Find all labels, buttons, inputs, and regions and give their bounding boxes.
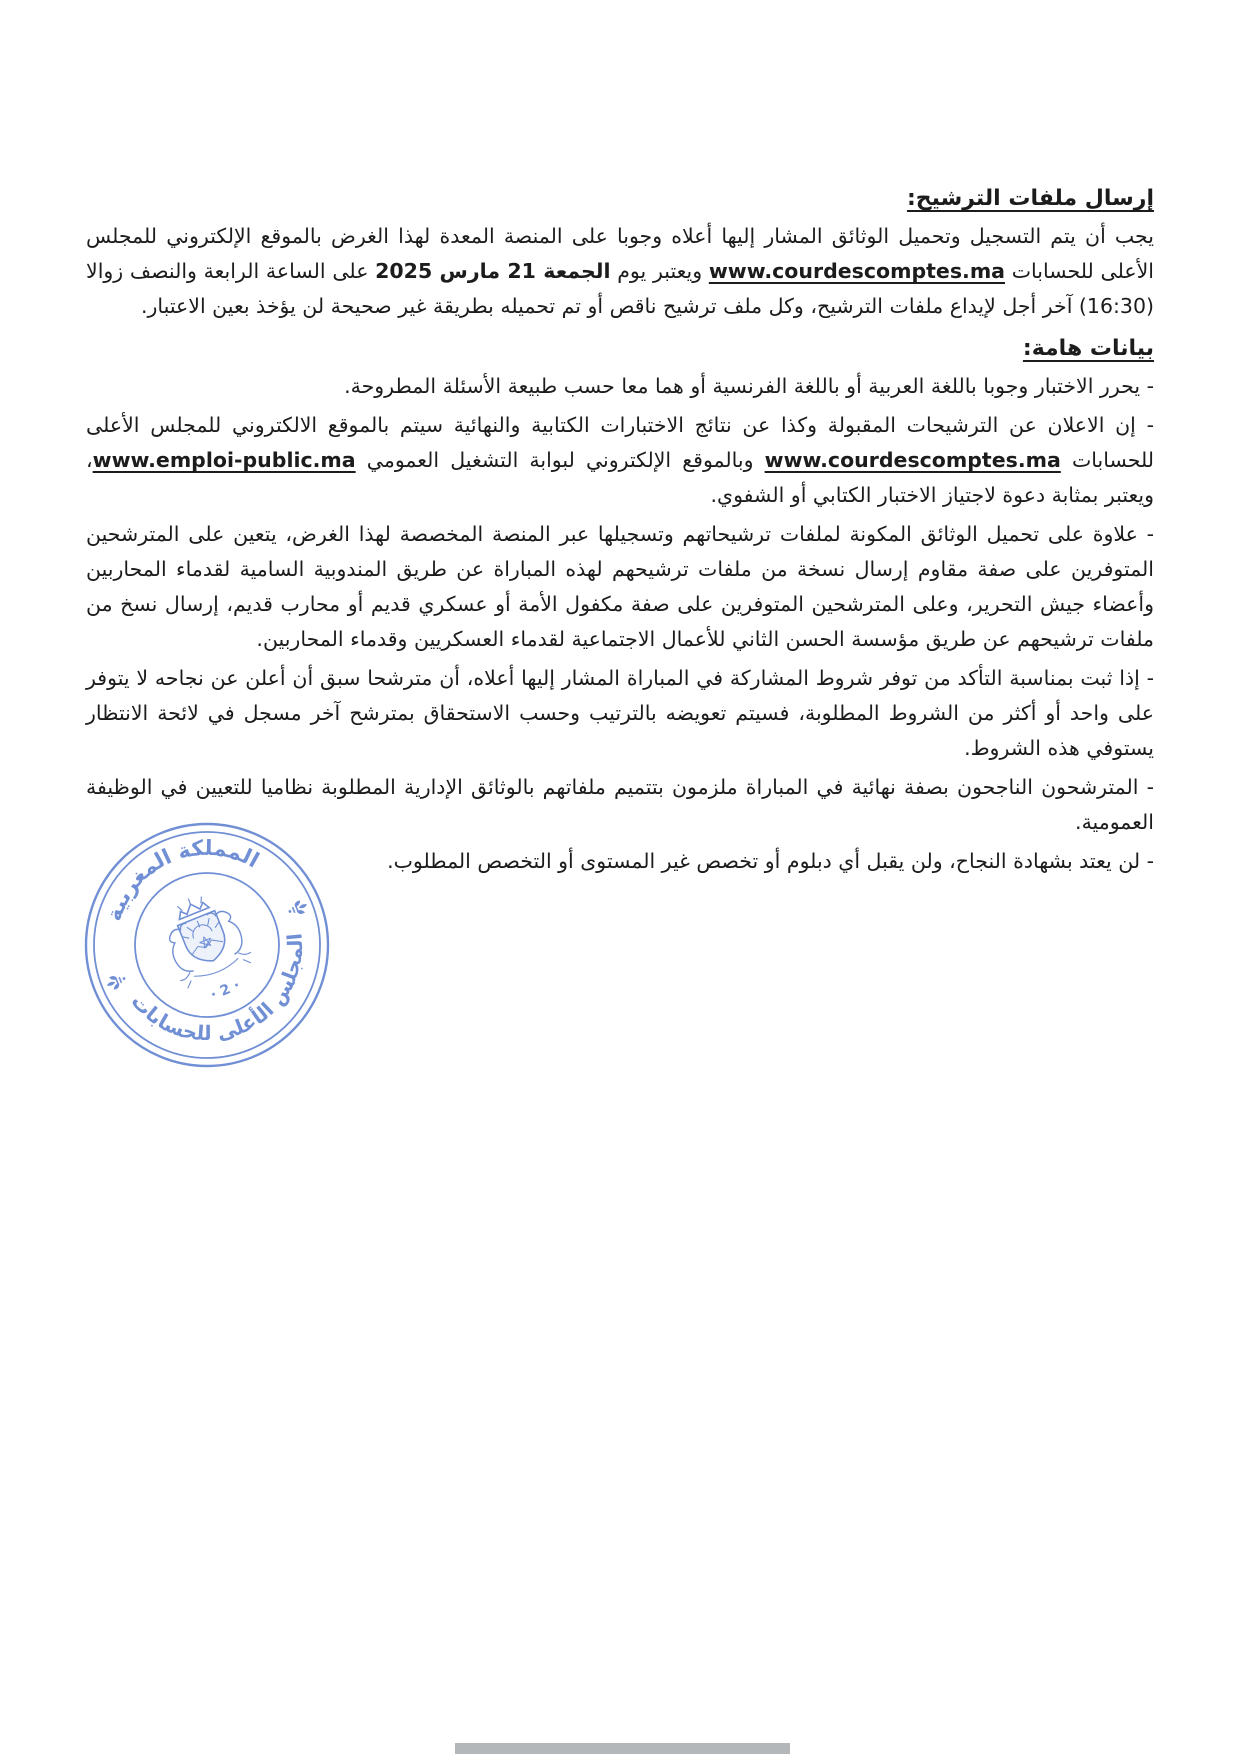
stamp-number: · 2 · [208,977,243,1004]
submission-paragraph [86,219,1154,324]
stamp-bottom-text: المجلس الأعلى للحسابات [126,932,308,1046]
section-heading-notes: بيانات هامة: [1022,336,1154,361]
section-heading-submission: إرسال ملفات الترشيح: [906,186,1154,211]
submission-text-3: على الساعة الرابعة والنصف زوالا (16:30) آخر أجل لإيداع ملفات الترشيح، وكل ملف ترشيح ناقص أو تم تحميله بطريقة غير صحيحة لن يؤخذ بعين الاعتبار. [86,259,1154,318]
fleur-icon-left [104,972,128,992]
submission-text-1: يجب أن يتم التسجيل وتحميل الوثائق المشار إليها أعلاه وجوبا على المنصة المعدة لهذا الغرض بالموقع الإلكتروني للمجلس الأعلى للحسابات [86,224,1154,283]
note-veterans-copies: - علاوة على تحميل الوثائق المكونة لملفات ترشيحاتهم وتسجيلها عبر المنصة المخصصة لهذا الغرض، يتعين على المترشحين المتوفرين على صفة مقاوم إرسال نسخة من ملفات ترشيحهم لهذه المباراة عن طريق المندوبية السامية لقدماء المحاربين وأعضاء جيش التحرير، وعلى المترشحين المتوفرين على صفة مكفول الأمة أو عسكري قديم أو محارب قديم، إرسال نسخ من ملفات ترشيحهم عن طريق مؤسسة الحسن الثاني للأعمال الاجتماعية لقدماء العسكريين وقدماء المحاربين. [86,522,1154,651]
results-text-3: ، ويعتبر بمثابة دعوة لاجتياز الاختبار الكتابي أو الشفوي. [86,448,1154,507]
fleur-icon-right [286,898,310,918]
results-text-1: - إن الاعلان عن الترشيحات المقبولة وكذا عن نتائج الاختبارات الكتابية والنهائية سيتم بالموقع الالكتروني للمجلس الأعلى للحسابات [86,413,1154,472]
note-replacement-condition: - إذا ثبت بمناسبة التأكد من توفر شروط المشاركة في المباراة المشار إليها أعلاه، أن مترشحا سبق أن أعلن عن نجاحه لا يتوفر على واحد أو أكثر من الشروط المطلوبة، فسيتم تعويضه بالترتيب وحسب الاستحقاق بمترشح آخر مسجل في لائحة الانتظار يستوفي هذه الشروط. [86,666,1154,760]
url-courdescomptes-2: www.courdescomptes.ma [764,448,1061,472]
note-final-documents: - المترشحون الناجحون بصفة نهائية في المباراة ملزمون بتتميم ملفاتهم بالوثائق الإدارية المطلوبة نظاميا للتعيين في الوظيفة العمومية. [86,775,1154,834]
document-content [86,186,1154,883]
url-courdescomptes: www.courdescomptes.ma [708,259,1006,283]
coat-of-arms [153,884,255,989]
submission-text-2: ويعتبر يوم [610,259,709,283]
results-text-2: وبالموقع الإلكتروني لبوابة التشغيل العمومي [355,448,765,472]
url-emploi-public: www.emploi-public.ma [92,448,356,472]
scan-artifact-bar [455,1743,790,1754]
note-results-announcement [86,408,1154,513]
stamp-top-text: المملكة المغربية [101,835,264,924]
deadline-date: الجمعة 21 مارس 2025 [375,259,611,283]
note-diploma-requirement: - لن يعتد بشهادة النجاح، ولن يقبل أي دبلوم أو تخصص غير المستوى أو التخصص المطلوب. [387,849,1154,873]
note-exam-language: - يحرر الاختبار وجوبا باللغة العربية أو باللغة الفرنسية أو هما معا حسب طبيعة الأسئلة المطروحة. [344,374,1154,398]
